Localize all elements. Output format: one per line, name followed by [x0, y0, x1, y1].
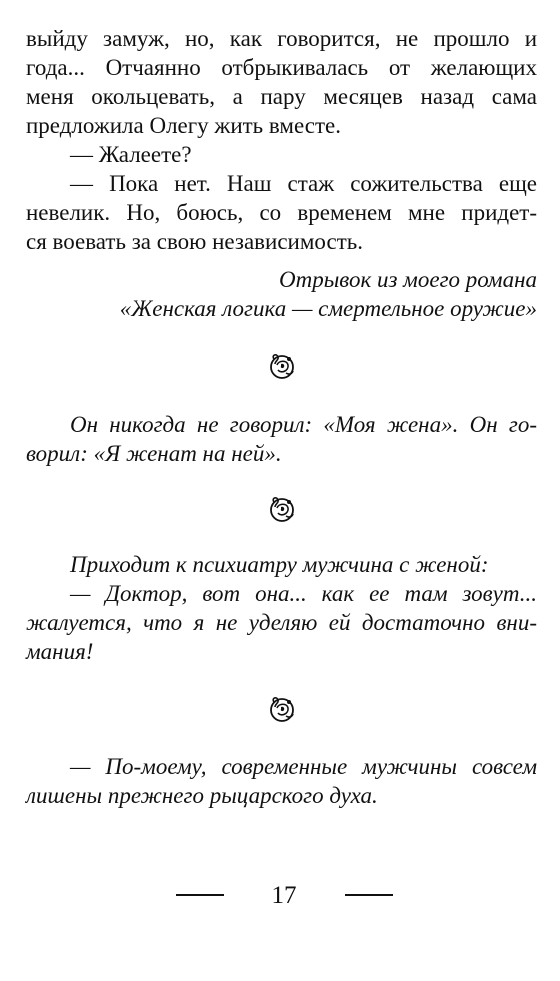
text-line: ся воевать за свою независимость. — [26, 229, 363, 254]
text-line: года... Отчаянно отбрыкивалась от желающих — [26, 55, 537, 80]
text-line: — Пока нет. Наш стаж сожительства еще — [70, 171, 537, 196]
joke-text-line: — Доктор, вот она... как ее там зовут... — [70, 581, 537, 606]
footer-rule-right — [345, 894, 393, 896]
footer-rule-left — [176, 894, 224, 896]
page-footer — [0, 880, 560, 912]
joke-text-line: жалуется, что я не уделяю ей достаточно вни- — [26, 610, 537, 635]
fleuron-ornament-icon — [26, 488, 537, 530]
joke-text-line: мания! — [26, 639, 94, 664]
fleuron-ornament-icon — [26, 345, 537, 387]
joke-text-line: — По-моему, современные мужчины совсем — [70, 754, 537, 779]
fleuron-ornament-icon — [26, 688, 537, 730]
text-line: выйду замуж, но, как говорится, не прошло и — [26, 26, 537, 51]
joke-text-line: лишены прежнего рыцарского духа. — [26, 783, 378, 808]
attribution-line: Отрывок из моего романа — [278, 267, 537, 292]
text-line: невелик. Но, боюсь, со временем мне придет- — [26, 200, 537, 225]
attribution-line: «Женская логика — смертельное оружие» — [119, 296, 537, 321]
joke-text-line: ворил: «Я женат на ней». — [26, 441, 282, 466]
text-line: меня окольцевать, а пару месяцев назад сама — [26, 84, 537, 109]
dialogue-line: — Жалеете? — [70, 142, 192, 167]
text-line: предложила Олегу жить вместе. — [26, 113, 341, 138]
joke-text-line: Он никогда не говорил: «Моя жена». Он го- — [70, 412, 537, 437]
page-number: 17 — [271, 882, 297, 909]
joke-text-line: Приходит к психиатру мужчина с женой: — [70, 552, 489, 577]
book-page — [26, 24, 537, 810]
